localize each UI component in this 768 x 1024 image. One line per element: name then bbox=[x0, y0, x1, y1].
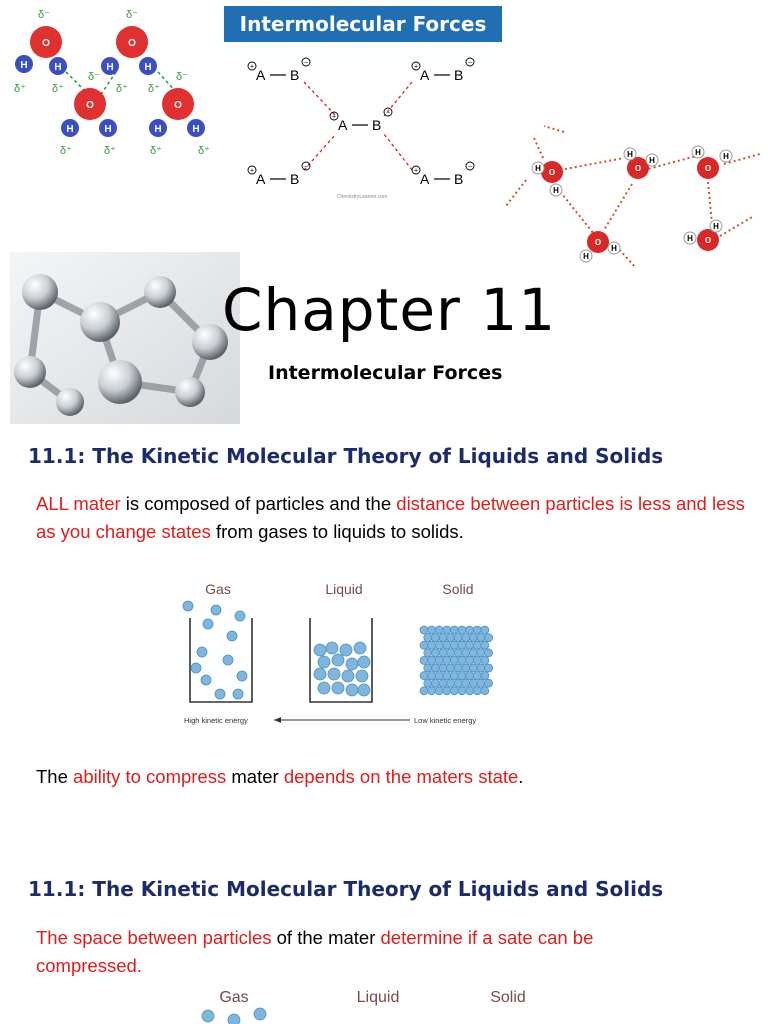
body-text: of the mater bbox=[271, 927, 381, 948]
chapter-title: Chapter 11 bbox=[222, 276, 557, 344]
solid-particle bbox=[473, 687, 481, 695]
delta-minus-label: δ⁻ bbox=[126, 9, 138, 21]
emphasis-text: determine if a sate can be compressed. bbox=[36, 927, 594, 976]
atom-b-label: B bbox=[372, 117, 382, 133]
minus-sign: − bbox=[385, 109, 391, 117]
water-network-diagram bbox=[504, 124, 762, 270]
solid-particle bbox=[462, 649, 470, 657]
oxygen-label: O bbox=[174, 100, 182, 111]
atom-a-label: A bbox=[256, 171, 266, 187]
solid-particle bbox=[469, 649, 477, 657]
hydrogen-label: H bbox=[535, 164, 541, 173]
hydrogen-label: H bbox=[553, 186, 559, 195]
emphasis-text: ability to compress bbox=[73, 766, 227, 787]
solid-particle bbox=[431, 664, 439, 672]
body-text: The bbox=[36, 766, 74, 787]
chapter-subtitle: Intermolecular Forces bbox=[268, 362, 503, 384]
solid-particle bbox=[443, 626, 451, 634]
oxygen-label: O bbox=[86, 100, 94, 111]
solid-particle bbox=[431, 634, 439, 642]
solid-particle bbox=[420, 672, 428, 680]
oxygen-label: O bbox=[594, 238, 602, 247]
emphasis-text: ALL mater bbox=[36, 493, 121, 514]
solid-particle bbox=[469, 634, 477, 642]
atom-a-label: A bbox=[338, 117, 348, 133]
solid-particle bbox=[454, 649, 462, 657]
section-heading: 11.1: The Kinetic Molecular Theory of Liquids and Solids bbox=[28, 444, 664, 468]
solid-particle bbox=[466, 672, 474, 680]
solid-particle bbox=[485, 679, 493, 687]
solid-particle bbox=[466, 641, 474, 649]
solid-particle bbox=[454, 679, 462, 687]
solid-particle bbox=[447, 679, 455, 687]
solid-particle bbox=[466, 687, 474, 695]
solid-particle bbox=[469, 679, 477, 687]
solid-particle bbox=[454, 634, 462, 642]
solid-particle bbox=[458, 656, 466, 664]
solid-particle bbox=[481, 687, 489, 695]
solid-particle bbox=[485, 649, 493, 657]
oxygen-label: O bbox=[704, 236, 712, 245]
hydrogen-label: H bbox=[723, 152, 729, 161]
solid-particle bbox=[466, 626, 474, 634]
hydrogen-label: H bbox=[66, 124, 74, 135]
solid-label: Solid bbox=[490, 989, 526, 1006]
states-of-matter-figure bbox=[180, 576, 500, 732]
states-of-matter-figure-2 bbox=[196, 984, 536, 1024]
solid-particle bbox=[473, 626, 481, 634]
intermolecular-forces-banner: Intermolecular Forces bbox=[224, 6, 502, 42]
hydrogen-label: H bbox=[192, 124, 200, 135]
body-text: is composed of particles and the bbox=[120, 493, 397, 514]
hydrogen-label: H bbox=[687, 234, 693, 243]
solid-particle bbox=[443, 656, 451, 664]
solid-particle bbox=[450, 626, 458, 634]
solid-particle bbox=[458, 672, 466, 680]
hydrogen-label: H bbox=[649, 156, 655, 165]
glass-molecule-image bbox=[10, 252, 240, 424]
solid-particle bbox=[424, 649, 432, 657]
liquid-label: Liquid bbox=[356, 989, 400, 1006]
delta-plus-label: δ⁺ bbox=[104, 145, 116, 157]
solid-particle bbox=[428, 656, 436, 664]
image-credit: ChemistryLearner.com bbox=[336, 194, 388, 200]
solid-particle bbox=[439, 679, 447, 687]
solid-particle bbox=[481, 626, 489, 634]
solid-particle bbox=[481, 672, 489, 680]
solid-particle bbox=[450, 687, 458, 695]
body-text: mater bbox=[226, 766, 284, 787]
gas-label: Gas bbox=[219, 989, 249, 1006]
solid-particle bbox=[420, 626, 428, 634]
solid-particle bbox=[450, 656, 458, 664]
solid-particle bbox=[443, 641, 451, 649]
atom-b-label: B bbox=[454, 171, 464, 187]
solid-particle bbox=[443, 672, 451, 680]
gas-label: Gas bbox=[205, 581, 231, 597]
oxygen-label: O bbox=[128, 38, 136, 49]
atom-a-label: A bbox=[420, 171, 430, 187]
emphasis-text: depends on the maters state bbox=[283, 766, 519, 787]
solid-particle bbox=[431, 649, 439, 657]
solid-particle bbox=[428, 687, 436, 695]
section1-paragraph bbox=[36, 490, 746, 546]
solid-particle bbox=[450, 641, 458, 649]
solid-particle bbox=[458, 626, 466, 634]
delta-plus-label: δ⁺ bbox=[198, 145, 210, 157]
solid-particle bbox=[424, 664, 432, 672]
solid-particle bbox=[420, 656, 428, 664]
solid-particle bbox=[447, 664, 455, 672]
hydrogen-label: H bbox=[104, 124, 112, 135]
solid-particle bbox=[473, 641, 481, 649]
atom-b-label: B bbox=[290, 67, 300, 83]
atom-b-label: B bbox=[454, 67, 464, 83]
solid-particle bbox=[450, 672, 458, 680]
dipole-dipole-diagram bbox=[236, 52, 486, 202]
solid-particle bbox=[428, 641, 436, 649]
solid-particle bbox=[477, 679, 485, 687]
solid-particle bbox=[462, 634, 470, 642]
body-text: from gases to liquids to solids. bbox=[210, 521, 464, 542]
delta-minus-label: δ⁻ bbox=[38, 9, 50, 21]
solid-particle bbox=[439, 649, 447, 657]
hydrogen-label: H bbox=[20, 60, 28, 71]
solid-particle bbox=[447, 634, 455, 642]
solid-particle bbox=[428, 626, 436, 634]
delta-minus-label: δ⁻ bbox=[88, 71, 100, 83]
plus-sign: + bbox=[413, 167, 419, 175]
delta-plus-label: δ⁺ bbox=[116, 83, 128, 95]
oxygen-label: O bbox=[634, 164, 642, 173]
solid-particle bbox=[443, 687, 451, 695]
delta-minus-label: δ⁻ bbox=[176, 71, 188, 83]
hydrogen-label: H bbox=[54, 62, 62, 73]
solid-particle bbox=[481, 656, 489, 664]
atom-a-label: A bbox=[420, 67, 430, 83]
oxygen-label: O bbox=[548, 168, 556, 177]
high-kinetic-energy-label: High kinetic energy bbox=[184, 716, 248, 725]
low-kinetic-energy-label: Low kinetic energy bbox=[414, 716, 477, 725]
solid-particle bbox=[447, 649, 455, 657]
solid-particle bbox=[462, 679, 470, 687]
solid-particle bbox=[477, 634, 485, 642]
solid-particle bbox=[485, 664, 493, 672]
hydrogen-label: H bbox=[713, 222, 719, 231]
solid-particle bbox=[477, 649, 485, 657]
solid-particle bbox=[420, 687, 428, 695]
delta-plus-label: δ⁺ bbox=[52, 83, 64, 95]
solid-particle bbox=[439, 664, 447, 672]
oxygen-label: O bbox=[704, 164, 712, 173]
plus-sign: + bbox=[249, 63, 255, 71]
atom-b-label: B bbox=[290, 171, 300, 187]
solid-particle bbox=[458, 641, 466, 649]
plus-sign: + bbox=[413, 63, 419, 71]
solid-particle bbox=[473, 672, 481, 680]
section1-paragraph-2 bbox=[36, 763, 746, 791]
delta-plus-label: δ⁺ bbox=[150, 145, 162, 157]
hydrogen-label: H bbox=[106, 62, 114, 73]
solid-particle bbox=[477, 664, 485, 672]
solid-particle bbox=[431, 679, 439, 687]
delta-plus-label: δ⁺ bbox=[60, 145, 72, 157]
body-text: . bbox=[518, 766, 524, 787]
solid-particle bbox=[462, 664, 470, 672]
hydrogen-label: H bbox=[611, 244, 617, 253]
minus-sign: − bbox=[303, 59, 309, 67]
oxygen-label: O bbox=[42, 38, 50, 49]
solid-label: Solid bbox=[442, 581, 474, 597]
solid-particle bbox=[435, 672, 443, 680]
section-heading: 11.1: The Kinetic Molecular Theory of Liquids and Solids bbox=[28, 877, 664, 901]
delta-plus-label: δ⁺ bbox=[14, 83, 26, 95]
solid-particle bbox=[435, 687, 443, 695]
solid-particle bbox=[420, 641, 428, 649]
hydrogen-label: H bbox=[627, 150, 633, 159]
solid-particle bbox=[435, 626, 443, 634]
atom-a-label: A bbox=[256, 67, 266, 83]
water-hydrogen-bond-diagram bbox=[8, 4, 220, 164]
section2-paragraph bbox=[36, 924, 696, 980]
plus-sign: + bbox=[249, 167, 255, 175]
hydrogen-label: H bbox=[144, 62, 152, 73]
solid-particle bbox=[481, 641, 489, 649]
emphasis-text: The space between particles bbox=[36, 927, 272, 948]
solid-particle bbox=[435, 656, 443, 664]
solid-particle bbox=[458, 687, 466, 695]
solid-particle bbox=[454, 664, 462, 672]
hydrogen-label: H bbox=[583, 252, 589, 261]
solid-particle bbox=[466, 656, 474, 664]
solid-particle bbox=[428, 672, 436, 680]
solid-particle bbox=[435, 641, 443, 649]
solid-particle bbox=[439, 634, 447, 642]
minus-sign: − bbox=[467, 163, 473, 171]
hydrogen-label: H bbox=[695, 148, 701, 157]
delta-plus-label: δ⁺ bbox=[148, 83, 160, 95]
solid-particle bbox=[469, 664, 477, 672]
solid-particle bbox=[485, 634, 493, 642]
plus-sign: + bbox=[331, 113, 337, 121]
solid-particle bbox=[473, 656, 481, 664]
solid-particle bbox=[424, 679, 432, 687]
emphasis-text: distance between particles is less and less as you change states bbox=[36, 493, 745, 542]
hydrogen-label: H bbox=[154, 124, 162, 135]
solid-particle bbox=[424, 634, 432, 642]
minus-sign: − bbox=[467, 59, 473, 67]
liquid-label: Liquid bbox=[325, 581, 363, 597]
minus-sign: − bbox=[303, 163, 309, 171]
